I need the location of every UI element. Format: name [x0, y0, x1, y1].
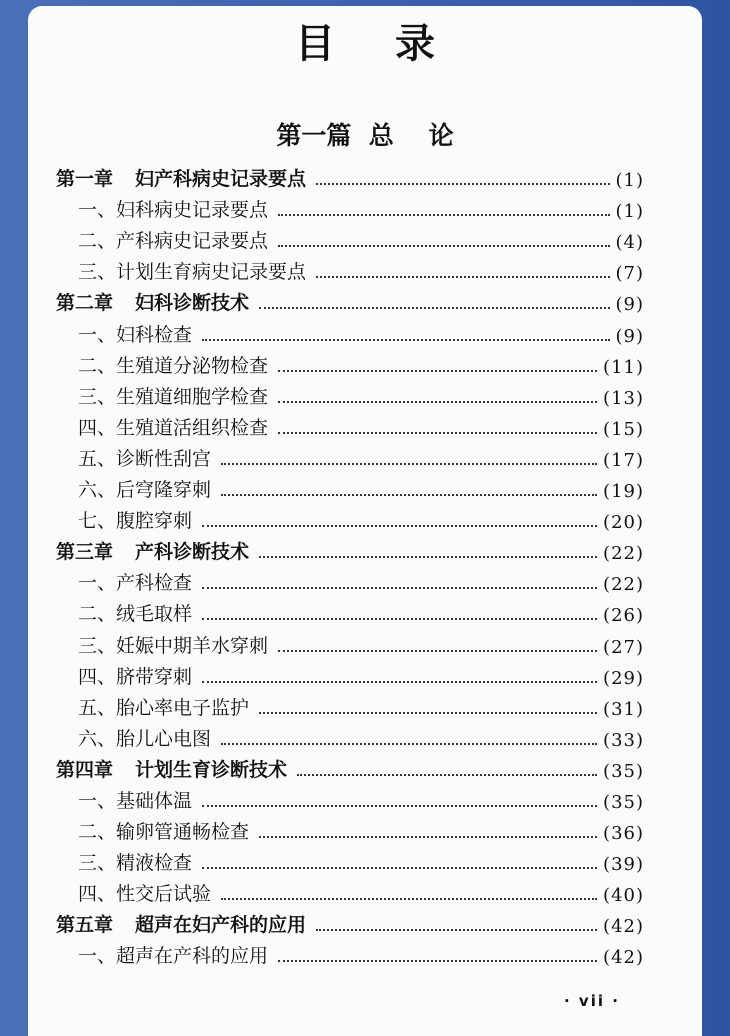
toc-section-entry [28, 378, 702, 409]
chapter-title: 妇科诊断技术 [135, 292, 250, 315]
toc-chapter-entry [28, 533, 702, 564]
toc-entry-label [78, 879, 211, 906]
toc-entry-label [78, 786, 192, 813]
toc-entry-label [78, 382, 268, 409]
toc-entry-label [56, 164, 306, 191]
toc-entry-label [56, 537, 249, 564]
toc-chapter-entry [28, 751, 702, 782]
part-title: 第一篇 总 论 [276, 121, 454, 150]
page-reference: (15) [603, 418, 644, 440]
section-title: 一、妇科病史记录要点 [78, 199, 269, 222]
toc-chapter-entry [28, 284, 702, 315]
page-reference: (4) [615, 232, 644, 254]
page-reference: (35) [603, 760, 644, 782]
toc-chapter-entry [28, 906, 702, 937]
dot-leader [278, 369, 597, 372]
toc-section-entry [28, 937, 702, 968]
toc-entry-label [78, 351, 268, 378]
chapter-number: 第五章 [56, 914, 114, 937]
dot-leader [202, 680, 597, 683]
page-reference: (19) [603, 481, 644, 503]
toc-entry-label [78, 693, 249, 720]
page-reference: (20) [603, 512, 644, 534]
dot-leader [316, 275, 609, 278]
toc-section-entry [28, 471, 702, 502]
toc-section-entry [28, 191, 702, 222]
chapter-number: 第四章 [56, 758, 114, 781]
section-title: 六、胎儿心电图 [78, 727, 212, 750]
section-title: 一、超声在产科的应用 [78, 945, 269, 968]
page-reference: (31) [603, 698, 644, 720]
toc-entry-label [56, 910, 306, 937]
toc-entry-label [78, 475, 211, 502]
dot-leader [221, 493, 597, 496]
toc-entry-label [78, 848, 192, 875]
document-page [28, 6, 702, 1036]
page-title: 目录 [295, 20, 495, 67]
page-number: · vii · [564, 992, 620, 1010]
dot-leader [259, 306, 609, 309]
section-title: 四、生殖道活组织检查 [78, 416, 269, 439]
dot-leader [259, 711, 597, 714]
dot-leader [202, 338, 609, 341]
page-reference: (42) [603, 916, 644, 938]
dot-leader [221, 897, 597, 900]
page-reference: (9) [615, 325, 644, 347]
dot-leader [202, 804, 597, 807]
section-title: 七、腹腔穿刺 [78, 510, 193, 533]
chapter-title: 超声在妇产科的应用 [135, 914, 307, 937]
section-title: 六、后穹隆穿刺 [78, 479, 212, 502]
dot-leader [297, 773, 597, 776]
page-reference: (26) [603, 605, 644, 627]
page-reference: (40) [603, 885, 644, 907]
page-reference: (36) [603, 823, 644, 845]
page-reference: (39) [603, 854, 644, 876]
dot-leader [278, 649, 597, 652]
page-reference: (7) [615, 263, 644, 285]
dot-leader [278, 244, 609, 247]
section-title: 四、性交后试验 [78, 883, 212, 906]
toc-entry-label [78, 817, 249, 844]
toc-section-entry [28, 844, 702, 875]
dot-leader [278, 431, 597, 434]
toc-entry-label [78, 444, 211, 471]
dot-leader [221, 742, 597, 745]
toc-section-entry [28, 409, 702, 440]
dot-leader [202, 866, 597, 869]
section-title: 一、基础体温 [78, 789, 193, 812]
chapter-number: 第二章 [56, 292, 114, 315]
toc-section-entry [28, 658, 702, 689]
section-title: 三、计划生育病史记录要点 [78, 261, 307, 284]
chapter-title: 产科诊断技术 [135, 541, 250, 564]
section-title: 一、妇科检查 [78, 323, 193, 346]
toc-section-entry [28, 253, 702, 284]
section-title: 五、诊断性刮宫 [78, 447, 212, 470]
toc-section-entry [28, 782, 702, 813]
section-title: 二、产科病史记录要点 [78, 230, 269, 253]
page-reference: (22) [603, 543, 644, 565]
toc-entry-label [78, 599, 192, 626]
dot-leader [316, 182, 609, 185]
toc-entry-label [78, 320, 192, 347]
toc-section-entry [28, 440, 702, 471]
section-title: 二、生殖道分泌物检查 [78, 354, 269, 377]
section-title: 三、妊娠中期羊水穿刺 [78, 634, 269, 657]
toc-section-entry [28, 502, 702, 533]
toc-entry-label [78, 506, 192, 533]
dot-leader [278, 400, 597, 403]
section-title: 一、产科检查 [78, 572, 193, 595]
toc-chapter-entry [28, 160, 702, 191]
section-title: 二、输卵管通畅检查 [78, 821, 250, 844]
dot-leader [316, 928, 597, 931]
page-reference: (11) [603, 356, 644, 378]
page-reference: (29) [603, 667, 644, 689]
toc-entry-label [78, 226, 268, 253]
toc-section-entry [28, 315, 702, 346]
toc-section-entry [28, 347, 702, 378]
toc-section-entry [28, 222, 702, 253]
dot-leader [202, 586, 597, 589]
toc-section-entry [28, 689, 702, 720]
page-reference: (1) [615, 201, 644, 223]
page-reference: (42) [603, 947, 644, 969]
toc-entry-label [56, 755, 287, 782]
toc-section-entry [28, 595, 702, 626]
dot-leader [278, 959, 597, 962]
toc-entry-label [78, 941, 268, 968]
page-reference: (13) [603, 387, 644, 409]
toc-entry-label [78, 631, 268, 658]
toc-section-entry [28, 626, 702, 657]
page-reference: (22) [603, 574, 644, 596]
toc-entry-label [78, 195, 268, 222]
dot-leader [221, 462, 597, 465]
chapter-number: 第三章 [56, 541, 114, 564]
page-reference: (9) [615, 294, 644, 316]
toc-section-entry [28, 720, 702, 751]
toc-entry-label [78, 662, 192, 689]
page-reference: (35) [603, 791, 644, 813]
section-title: 二、绒毛取样 [78, 603, 193, 626]
toc-section-entry [28, 813, 702, 844]
dot-leader [202, 524, 597, 527]
toc-entry-label [78, 568, 192, 595]
dot-leader [259, 835, 597, 838]
section-title: 四、脐带穿刺 [78, 665, 193, 688]
page-reference: (27) [603, 636, 644, 658]
section-title: 三、生殖道细胞学检查 [78, 385, 269, 408]
toc-entry-label [78, 724, 211, 751]
table-of-contents [28, 160, 702, 968]
toc-section-entry [28, 875, 702, 906]
section-title: 三、精液检查 [78, 852, 193, 875]
page-reference: (17) [603, 449, 644, 471]
dot-leader [278, 213, 609, 216]
toc-entry-label [78, 257, 306, 284]
dot-leader [259, 555, 597, 558]
page-reference: (1) [615, 170, 644, 192]
section-title: 五、胎心率电子监护 [78, 696, 250, 719]
page-reference: (33) [603, 729, 644, 751]
chapter-title: 妇产科病史记录要点 [135, 168, 307, 191]
toc-section-entry [28, 564, 702, 595]
toc-entry-label [78, 413, 268, 440]
dot-leader [202, 617, 597, 620]
chapter-title: 计划生育诊断技术 [135, 758, 288, 781]
toc-entry-label [56, 288, 249, 315]
chapter-number: 第一章 [56, 168, 114, 191]
